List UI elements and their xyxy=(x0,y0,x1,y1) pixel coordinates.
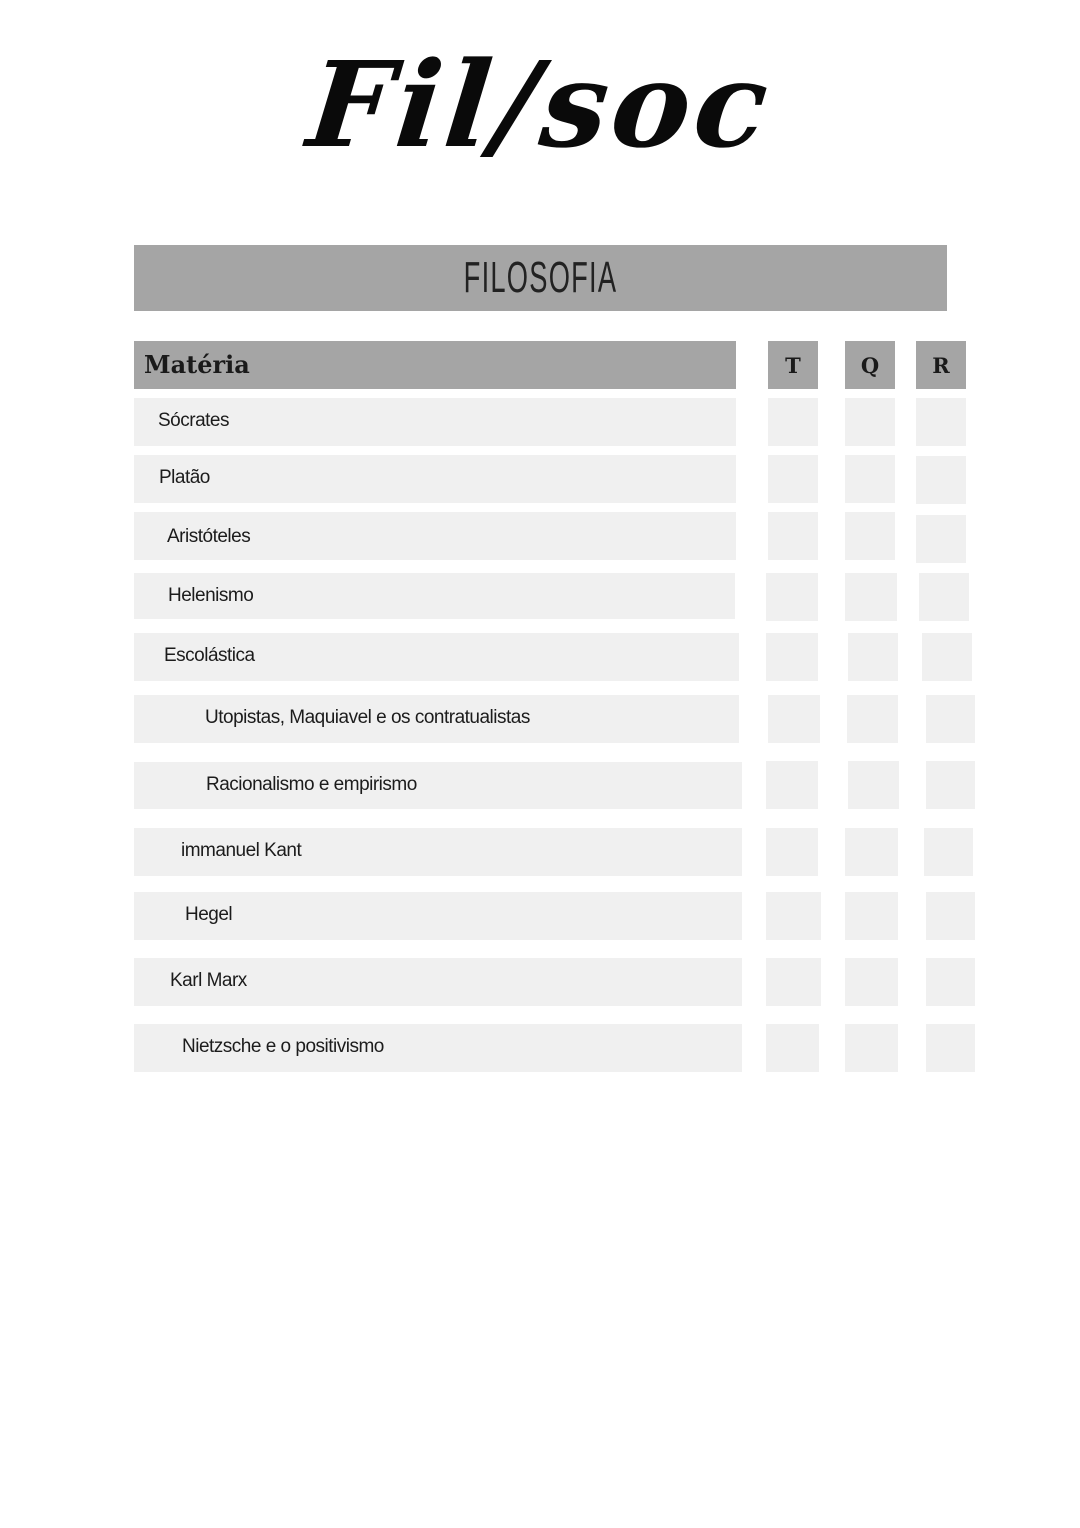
subject-label: Nietzsche e o positivismo xyxy=(182,1036,384,1057)
q-checkbox[interactable] xyxy=(845,455,895,503)
q-column-header: Q xyxy=(845,341,895,389)
q-checkbox[interactable] xyxy=(848,633,898,681)
table-row-subject xyxy=(134,398,736,446)
t-checkbox[interactable] xyxy=(766,633,818,681)
table-row-subject xyxy=(134,1024,742,1072)
subject-label: Escolástica xyxy=(164,645,255,666)
q-checkbox[interactable] xyxy=(845,892,898,940)
t-checkbox[interactable] xyxy=(768,695,820,743)
r-checkbox[interactable] xyxy=(916,456,966,504)
subject-column-header xyxy=(134,341,736,389)
subject-label: Sócrates xyxy=(158,410,229,431)
t-checkbox[interactable] xyxy=(766,892,821,940)
table-row-subject xyxy=(134,573,735,619)
t-checkbox[interactable] xyxy=(766,958,821,1006)
t-checkbox[interactable] xyxy=(766,1024,819,1072)
r-checkbox[interactable] xyxy=(916,398,966,446)
subject-label: Karl Marx xyxy=(170,970,247,991)
table-row-subject xyxy=(134,958,742,1006)
t-checkbox[interactable] xyxy=(766,761,818,809)
table-row-subject xyxy=(134,762,742,809)
subject-label: Utopistas, Maquiavel e os contratualistas xyxy=(205,707,530,728)
t-checkbox[interactable] xyxy=(768,455,818,503)
q-checkbox[interactable] xyxy=(847,695,898,743)
q-checkbox[interactable] xyxy=(845,958,898,1006)
r-checkbox[interactable] xyxy=(926,1024,975,1072)
q-checkbox[interactable] xyxy=(848,761,899,809)
page-title: Fil/soc xyxy=(301,35,779,174)
subject-label: immanuel Kant xyxy=(181,840,302,861)
r-checkbox[interactable] xyxy=(926,892,975,940)
r-column-header: R xyxy=(916,341,966,389)
table-row-subject xyxy=(134,828,742,876)
subject-label: Platão xyxy=(159,467,210,488)
subject-label: Aristóteles xyxy=(167,526,251,547)
table-row-subject xyxy=(134,455,736,503)
r-checkbox[interactable] xyxy=(919,573,969,621)
table-row-subject xyxy=(134,633,739,681)
subject-label: Racionalismo e empirismo xyxy=(206,774,417,795)
r-checkbox[interactable] xyxy=(924,828,973,876)
section-title: FILOSOFIA xyxy=(463,253,618,302)
table-row-subject xyxy=(134,512,736,560)
t-checkbox[interactable] xyxy=(766,828,818,876)
r-checkbox[interactable] xyxy=(926,958,975,1006)
q-checkbox[interactable] xyxy=(845,1024,898,1072)
table-row-subject xyxy=(134,695,739,743)
subject-label: Helenismo xyxy=(168,585,254,606)
t-checkbox[interactable] xyxy=(768,398,818,446)
t-checkbox[interactable] xyxy=(768,512,818,560)
r-checkbox[interactable] xyxy=(922,633,972,681)
t-checkbox[interactable] xyxy=(766,573,818,621)
r-checkbox[interactable] xyxy=(926,761,975,809)
subject-column-header-label: Matéria xyxy=(144,350,250,379)
t-column-header: T xyxy=(768,341,818,389)
q-checkbox[interactable] xyxy=(845,512,895,560)
q-checkbox[interactable] xyxy=(845,573,897,621)
subject-label: Hegel xyxy=(185,904,233,925)
r-checkbox[interactable] xyxy=(926,695,975,743)
q-checkbox[interactable] xyxy=(845,828,898,876)
table-row-subject xyxy=(134,892,742,940)
q-checkbox[interactable] xyxy=(845,398,895,446)
r-checkbox[interactable] xyxy=(916,515,966,563)
